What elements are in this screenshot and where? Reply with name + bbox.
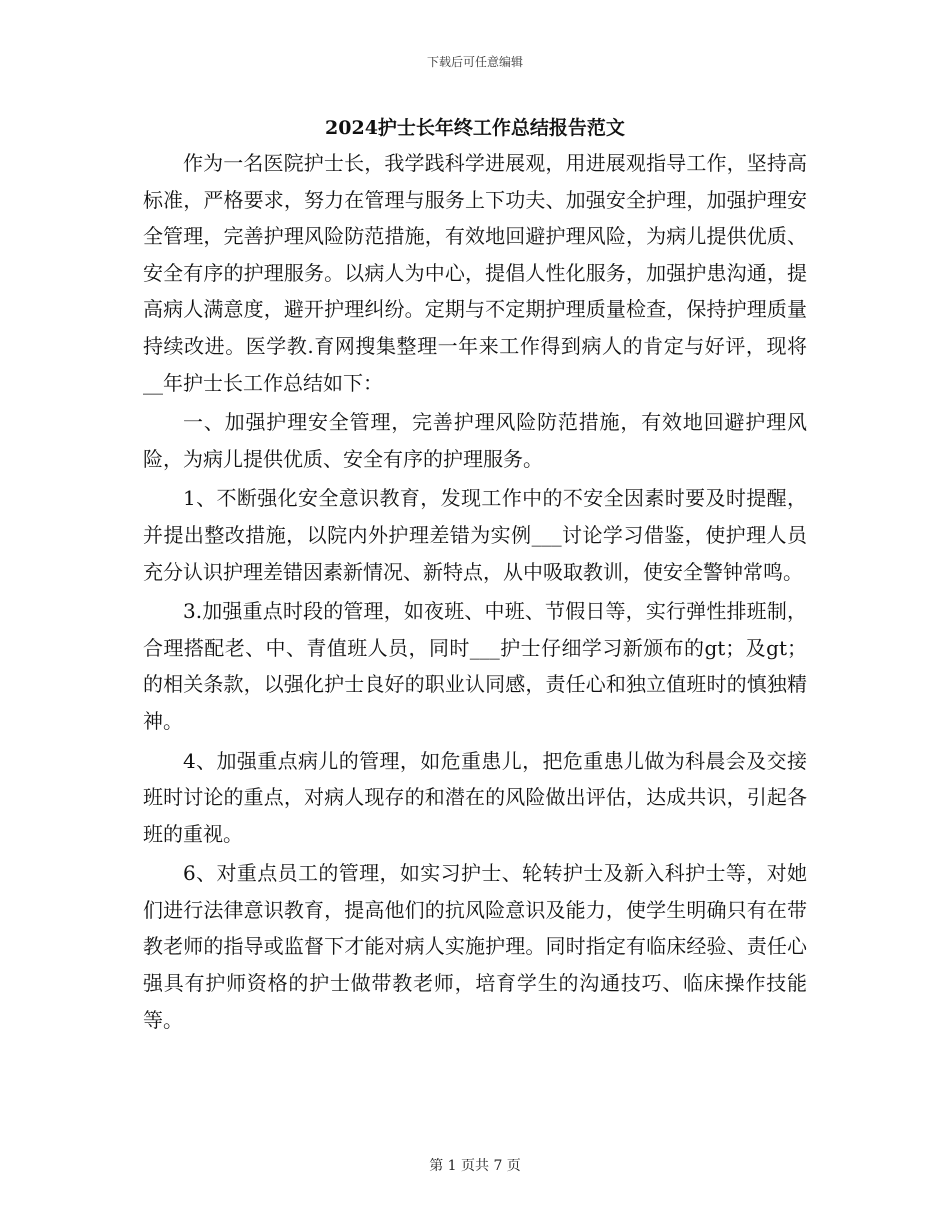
paragraph-intro: 作为一名医院护士长，我学践科学进展观，用进展观指导工作，坚持高标准，严格要求，努力在管理与服务上下功夫、加强安全护理，加强护理安全管理，完善护理风险防范措施，有效地回避护理风险，为病儿提供优质、安全有序的护理服务。以病人为中心，提倡人性化服务，加强护患沟通，提高病人满意度，避开护理纠纷。定期与不定期护理质量检查，保持护理质量持续改进。医学教.育网搜集整理一年来工作得到病人的肯定与好评，现将__年护士长工作总结如下： (143, 151, 807, 395)
document-title: 2024护士长年终工作总结报告范文 (325, 117, 625, 139)
page-header-note: 下载后可任意编辑 (426, 55, 523, 69)
paragraph-item-6: 6、对重点员工的管理，如实习护士、轮转护士及新入科护士等，对她们进行法律意识教育，提高他们的抗风险意识及能力，使学生明确只有在带教老师的指导或监督下才能对病人实施护理。同时指定有临床经验、责任心强具有护师资格的护士做带教老师，培育学生的沟通技巧、临床操作技能等。 (143, 861, 807, 1032)
paragraph-section-1: 一、加强护理安全管理，完善护理风险防范措施，有效地回避护理风险，为病儿提供优质、安全有序的护理服务。 (143, 410, 807, 471)
paragraph-item-3: 3.加强重点时段的管理，如夜班、中班、节假日等，实行弹性排班制，合理搭配老、中、青值班人员，同时___护士仔细学习新颁布的gt；及gt；的相关条款，以强化护士良好的职业认同感，责任心和独立值班时的慎独精神。 (143, 599, 807, 733)
document-body (143, 145, 807, 1041)
page-footer-number: 第 1 页共 7 页 (429, 1158, 521, 1174)
paragraph-item-1: 1、不断强化安全意识教育，发现工作中的不安全因素时要及时提醒，并提出整改措施，以院内外护理差错为实例___讨论学习借鉴，使护理人员充分认识护理差错因素新情况、新特点，从中吸取教训，使安全警钟常鸣。 (143, 486, 807, 584)
paragraph-item-4: 4、加强重点病儿的管理，如危重患儿，把危重患儿做为科晨会及交接班时讨论的重点，对病人现存的和潜在的风险做出评估，达成共识，引起各班的重视。 (143, 748, 807, 846)
